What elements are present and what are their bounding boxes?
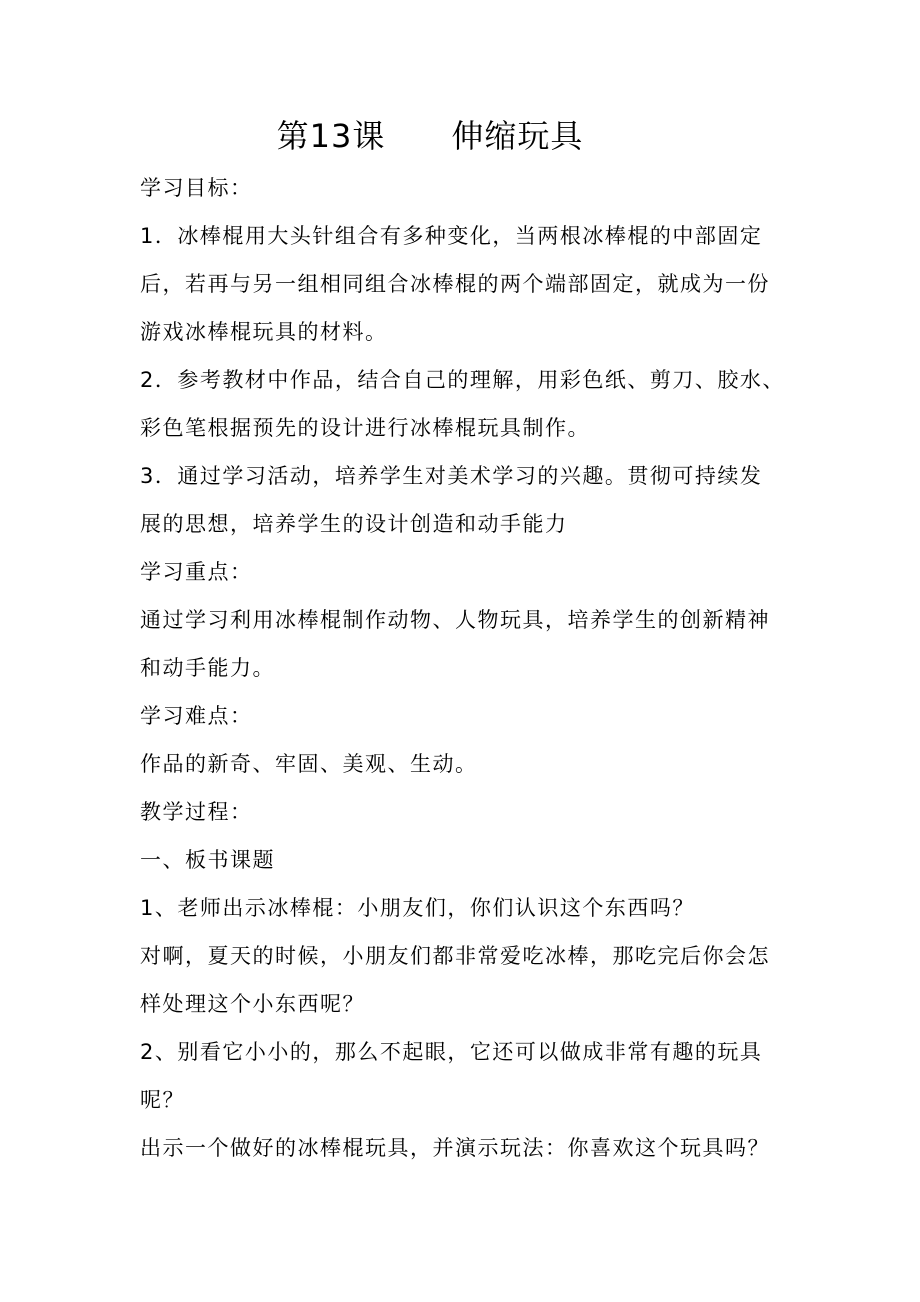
paragraph-line: 和动手能力。: [140, 656, 275, 680]
paragraph-line: 1、老师出示冰棒棍：小朋友们，你们认识这个东西吗？: [140, 896, 695, 920]
paragraph-line: 一、板书课题: [140, 848, 275, 872]
lesson-title: 第13课 伸缩玩具: [276, 117, 584, 155]
section-heading-difficulties: 学习难点：: [140, 704, 253, 728]
paragraph-line: 游戏冰棒棍玩具的材料。: [140, 320, 388, 344]
paragraph-line: 对啊，夏天的时候，小朋友们都非常爱吃冰棒，那吃完后你会怎: [140, 944, 770, 968]
section-heading-process: 教学过程：: [140, 800, 253, 824]
paragraph-line: 1．冰棒棍用大头针组合有多种变化，当两根冰棒棍的中部固定: [140, 224, 763, 248]
paragraph-line: 作品的新奇、牢固、美观、生动。: [140, 752, 478, 776]
paragraph-line: 2．参考教材中作品，结合自己的理解，用彩色纸、剪刀、胶水、: [140, 368, 785, 392]
paragraph-line: 彩色笔根据预先的设计进行冰棒棍玩具制作。: [140, 416, 590, 440]
paragraph-line: 展的思想，培养学生的设计创造和动手能力: [140, 512, 568, 536]
paragraph-line: 呢？: [140, 1088, 185, 1112]
paragraph-line: 样处理这个小东西呢？: [140, 992, 365, 1016]
paragraph-line: 通过学习利用冰棒棍制作动物、人物玩具，培养学生的创新精神: [140, 608, 770, 632]
paragraph-line: 后，若再与另一组相同组合冰棒棍的两个端部固定，就成为一份: [140, 272, 770, 296]
lesson-body: [140, 164, 785, 1172]
section-heading-key-points: 学习重点：: [140, 560, 253, 584]
section-heading-objectives: 学习目标：: [140, 176, 253, 200]
paragraph-line: 3．通过学习活动，培养学生对美术学习的兴趣。贯彻可持续发: [140, 464, 763, 488]
paragraph-line: 出示一个做好的冰棒棍玩具，并演示玩法：你喜欢这个玩具吗？: [140, 1136, 770, 1160]
paragraph-line: 2、别看它小小的，那么不起眼，它还可以做成非常有趣的玩具: [140, 1040, 763, 1064]
